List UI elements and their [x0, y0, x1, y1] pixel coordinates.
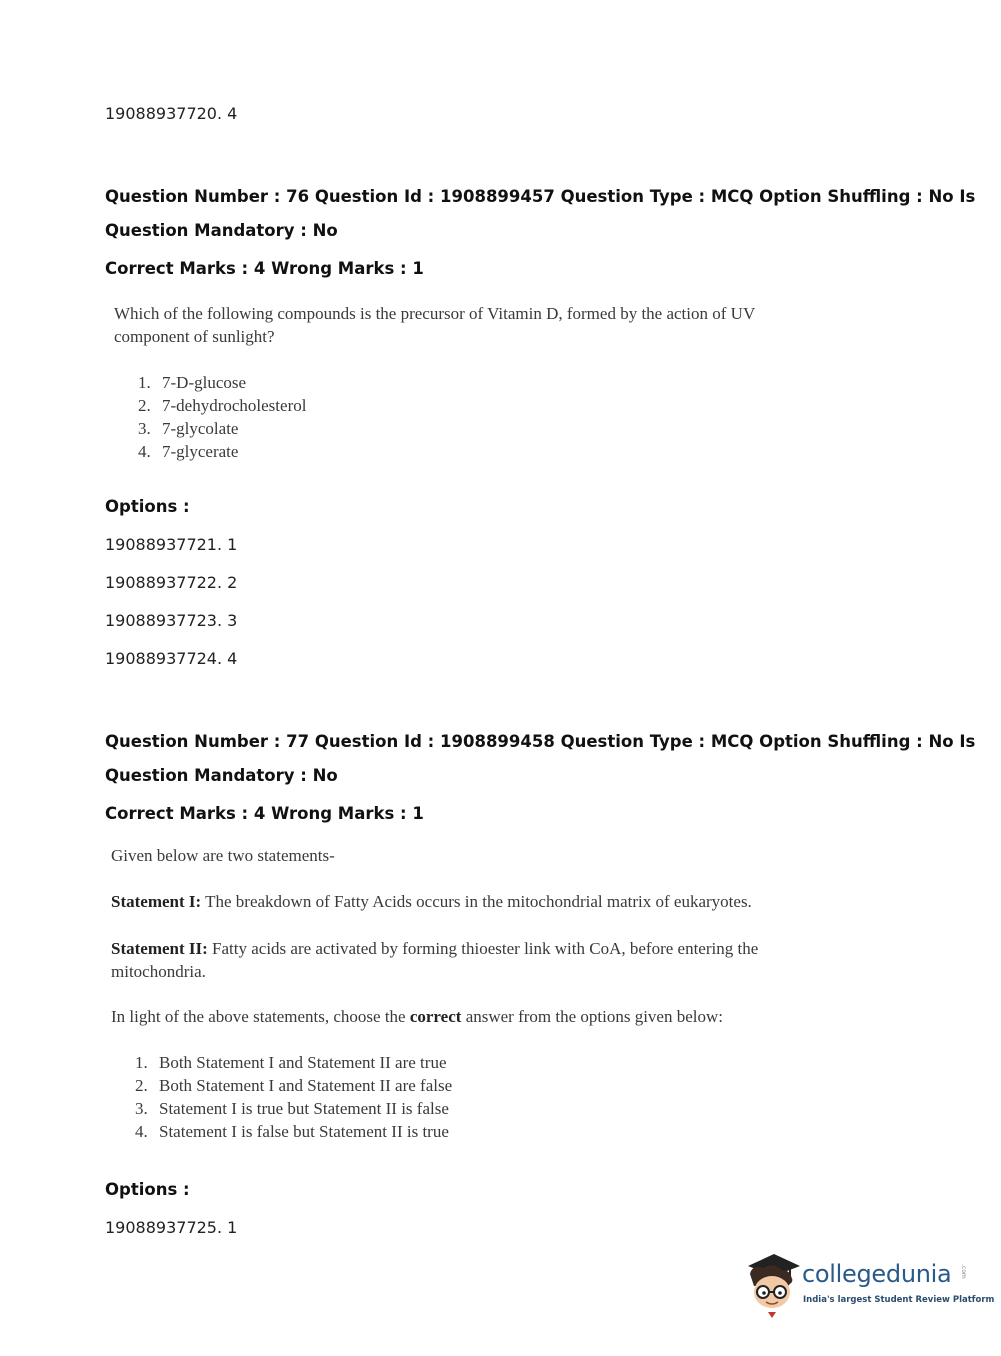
q76-choices-list — [138, 371, 306, 463]
q76-marks: Correct Marks : 4 Wrong Marks : 1 — [105, 259, 424, 278]
q77-header-line2: Question Mandatory : No — [105, 766, 338, 785]
q76-question-text: Which of the following compounds is the precursor of Vitamin D, formed by the action of UV component of sunlight? — [114, 304, 756, 346]
list-item: 1. Both Statement I and Statement II are true — [135, 1053, 447, 1072]
q77-header-line1: Question Number : 77 Question Id : 1908899458 Question Type : MCQ Option Shuffling : No Is — [105, 732, 976, 751]
q77-statement-1: Statement I: The breakdown of Fatty Acids occurs in the mitochondrial matrix of eukaryotes. — [111, 892, 752, 911]
q77-statement-2: Statement II: Fatty acids are activated by forming thioester link with CoA, before entering the mitochondria. — [111, 939, 759, 981]
list-item: 2. 7-dehydrocholesterol — [138, 396, 307, 415]
q77-marks: Correct Marks : 4 Wrong Marks : 1 — [105, 804, 424, 823]
list-item: 3. 7-glycolate — [138, 419, 239, 438]
list-item: 3. Statement I is true but Statement II is false — [135, 1099, 449, 1118]
q77-option-1: 19088937725. 1 — [105, 1218, 238, 1237]
logo-tagline: India's largest Student Review Platform — [803, 1295, 995, 1305]
logo-domain: .com — [960, 1264, 967, 1279]
q76-option-1: 19088937721. 1 — [105, 535, 238, 554]
q77-instruction: In light of the above statements, choose the correct answer from the options given below: — [111, 1007, 723, 1026]
list-item: 1. 7-D-glucose — [138, 373, 247, 392]
student-mascot-icon — [742, 1250, 802, 1320]
collegedunia-logo — [742, 1250, 995, 1320]
q76-options-label: Options : — [105, 497, 190, 516]
q77-intro: Given below are two statements- — [111, 846, 335, 865]
previous-option-4: 19088937720. 4 — [105, 104, 238, 123]
q77-options-label: Options : — [105, 1180, 190, 1199]
q76-header-line2: Question Mandatory : No — [105, 221, 338, 240]
q76-header-line1: Question Number : 76 Question Id : 1908899457 Question Type : MCQ Option Shuffling : No Is — [105, 187, 976, 206]
list-item: 4. Statement I is false but Statement II is true — [135, 1122, 449, 1141]
q76-option-3: 19088937723. 3 — [105, 611, 238, 630]
q77-choices-list — [135, 1051, 452, 1143]
q76-option-4: 19088937724. 4 — [105, 649, 238, 668]
list-item: 4. 7-glycerate — [138, 442, 239, 461]
list-item: 2. Both Statement I and Statement II are false — [135, 1076, 453, 1095]
q76-option-2: 19088937722. 2 — [105, 573, 238, 592]
logo-wordmark: collegedunia — [802, 1260, 952, 1288]
